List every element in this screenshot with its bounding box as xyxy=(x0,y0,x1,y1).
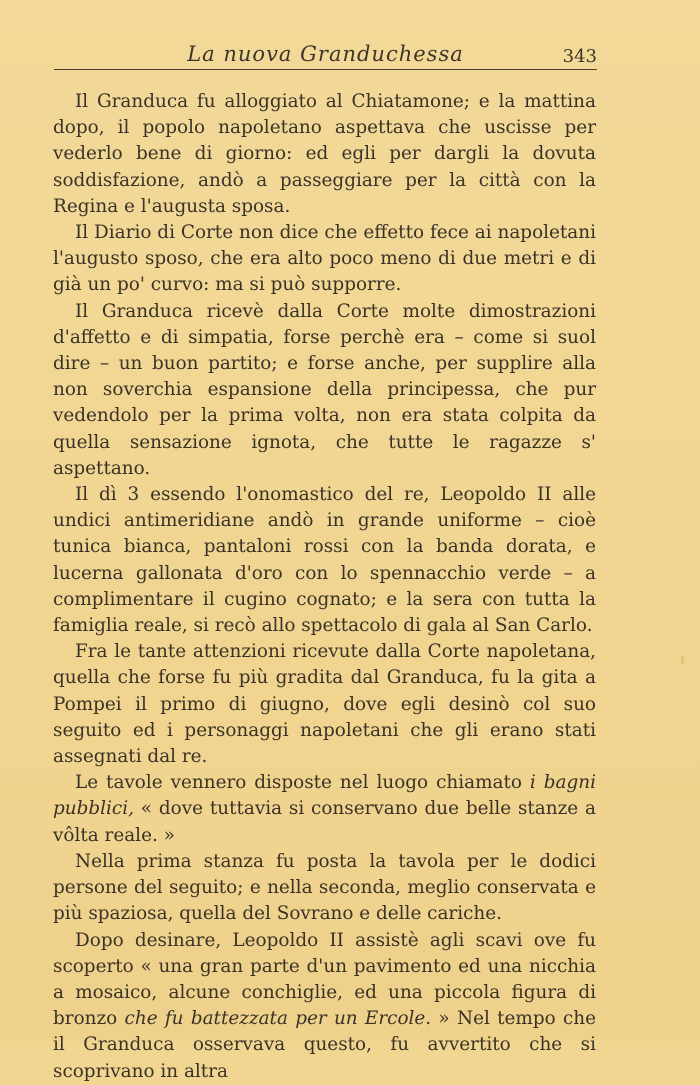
paragraph-text: Dopo desinare, Leopoldo II assistè agli scavi ove fu scoperto « una gran parte d'un pavimento ed una nicchia a mosaico, alcune conchiglie, ed una piccola figura di bronzo xyxy=(53,929,596,1030)
paragraph-text: Fra le tante attenzioni ricevute dalla Corte napoletana, quella che forse fu più gradita dal Granduca, fu la gita a Pompei il primo di giugno, dove egli desinò col suo seguito ed i personaggi napoletani che gli erano stati assegnati dal re. xyxy=(53,641,596,768)
paragraph-text: » Nel tempo che il Granduca osservava questo, fu avvertito che si scoprivano in altra xyxy=(53,1008,597,1082)
paragraph xyxy=(53,928,596,1085)
paragraph-text: Il Granduca fu alloggiato al Chiatamone; e la mattina dopo, il popolo napoletano aspettava che uscisse per vederlo bene di giorno: ed egli per dargli la dovuta soddisfazione, andò a passeggiare per la città con la Regina e l'augusta sposa. xyxy=(53,91,596,217)
paragraph xyxy=(53,299,596,482)
paragraph-text: Il dì 3 essendo l'onomastico del re, Leopoldo II alle undici antimeridiane andò in grande uniforme – cioè tunica bianca, pantaloni rossi con la banda dorata, e lucerna gallonata d'oro con lo spennacchio verde – a complimentare il cugino cognato; e la sera con tutta la famiglia reale, si recò allo spettacolo di gala al San Carlo. xyxy=(53,484,596,637)
italic-text: i bagni pubblici, xyxy=(53,772,596,820)
paper-speck xyxy=(681,655,684,665)
paragraph-text: « dove tuttavia si conservano due belle stanze a vôlta reale. » xyxy=(53,798,596,846)
running-title: La nuova Granduchessa xyxy=(187,42,464,66)
page-number: 343 xyxy=(562,46,597,67)
paragraph xyxy=(53,849,596,928)
paragraph-text: Il Diario di Corte non dice che effetto fece ai napoletani l'augusto sposo, che era alto poco meno di due metri e di già un po' curvo: ma si può supporre. xyxy=(53,222,596,296)
paragraph xyxy=(53,220,596,299)
paragraph-text: Le tavole vennero disposte nel luogo chiamato xyxy=(75,772,530,794)
header-rule xyxy=(54,69,597,70)
paragraph xyxy=(53,482,596,639)
paragraph-text: Il Granduca ricevè dalla Corte molte dimostrazioni d'affetto e di simpatia, forse perchè era – come si suol dire – un buon partito; e forse anche, per supplire alla non soverchia espansione della principessa, che pur vedendolo per la prima volta, non era stata colpita da quella sensazione ignota, che tutte le ragazze s' aspettano. xyxy=(53,300,596,479)
paragraph xyxy=(53,770,596,849)
paragraph-text: Nella prima stanza fu posta la tavola per le dodici persone del seguito; e nella seconda, meglio conservata e più spaziosa, quella del Sovrano e delle cariche. xyxy=(53,850,596,925)
italic-text: che fu battezzata per un Ercole. xyxy=(124,1008,432,1030)
paragraph xyxy=(53,639,596,770)
body-text xyxy=(53,89,596,1085)
paragraph xyxy=(53,89,596,220)
